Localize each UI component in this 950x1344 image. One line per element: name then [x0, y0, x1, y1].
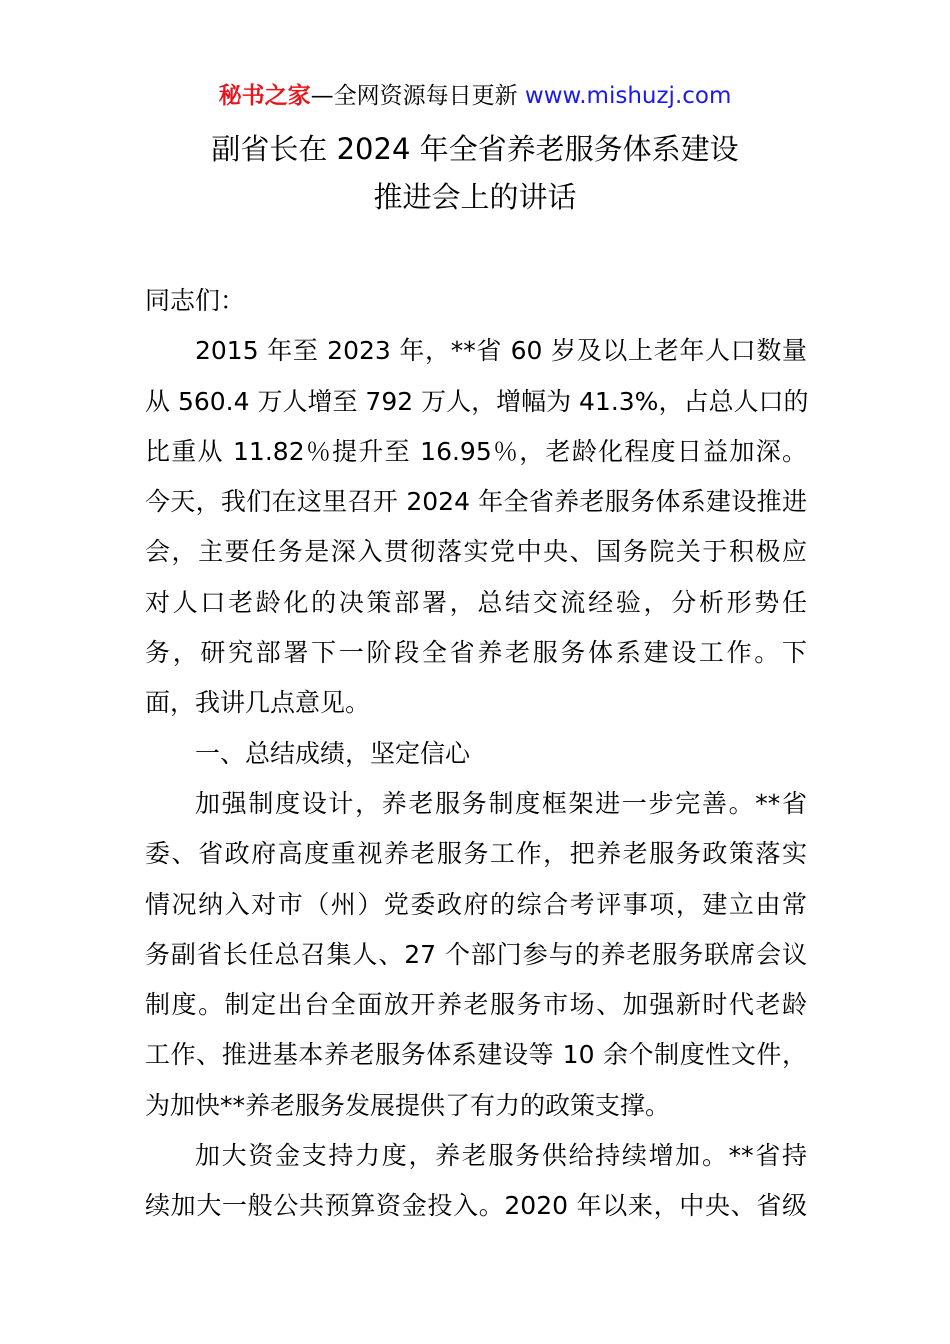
site-header — [0, 80, 950, 112]
body-line: 会，主要任务是深入贯彻落实党中央、国务院关于积极应 — [145, 537, 807, 567]
title-line-2: 推进会上的讲话 — [373, 180, 577, 214]
body-line: 情况纳入对市（州）党委政府的综合考评事项，建立由常 — [145, 889, 807, 919]
body-line: 制度。制定出台全面放开养老服务市场、加强新时代老龄 — [145, 990, 807, 1020]
title-line-1: 副省长在 2024 年全省养老服务体系建设 — [211, 132, 739, 166]
brand-name: 秘书之家 — [218, 83, 311, 109]
body-line: 续加大一般公共预算资金投入。2020 年以来，中央、省级 — [145, 1191, 807, 1221]
salutation: 同志们： — [145, 286, 246, 315]
body-line: 从 560.4 万人增至 792 万人，增幅为 41.3%，占总人口的 — [145, 386, 809, 416]
body-line: 2015 年至 2023 年，**省 60 岁及以上老年人口数量 — [195, 336, 807, 366]
body-line: 今天，我们在这里召开 2024 年全省养老服务体系建设推进 — [145, 487, 807, 517]
body-line: 对人口老龄化的决策部署，总结交流经验，分析形势任 — [145, 587, 807, 617]
site-url-link[interactable]: www.mishuzj.com — [524, 83, 732, 109]
document-body — [145, 276, 807, 1232]
body-line: 务副省长任总召集人、27 个部门参与的养老服务联席会议 — [145, 939, 807, 969]
section-heading: 一、总结成绩，坚定信心 — [195, 738, 471, 768]
body-line: 面，我讲几点意见。 — [145, 688, 371, 718]
body-line: 委、省政府高度重视养老服务工作，把养老服务政策落实 — [145, 839, 807, 869]
document-title — [0, 125, 950, 221]
body-line: 为加快**养老服务发展提供了有力的政策支撑。 — [145, 1090, 671, 1120]
body-line: 加强制度设计，养老服务制度框架进一步完善。**省 — [195, 788, 807, 818]
body-line: 比重从 11.82％提升至 16.95％，老龄化程度日益加深。 — [145, 436, 807, 466]
body-line: 工作、推进基本养老服务体系建设等 10 余个制度性文件， — [145, 1040, 807, 1070]
header-tagline: —全网资源每日更新 — [310, 83, 525, 109]
body-line: 务，研究部署下一阶段全省养老服务体系建设工作。下 — [145, 638, 807, 668]
body-line: 加大资金支持力度，养老服务供给持续增加。**省持 — [195, 1141, 807, 1171]
